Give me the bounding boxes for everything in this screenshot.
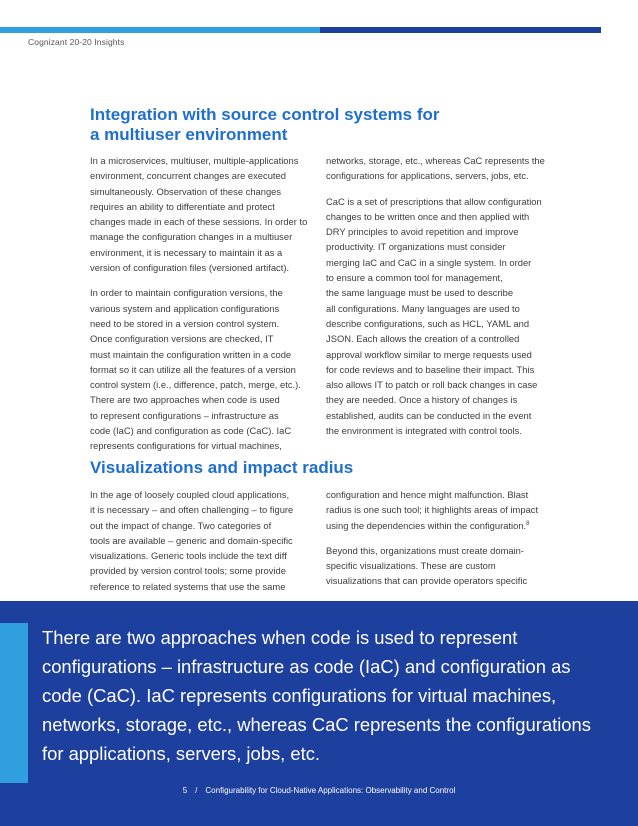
paragraph: In the age of loosely coupled cloud applications, it is necessary – and often challenging – to figure out the impact of change. Two categories of tools are available – generic and domain-specific visualizations. Generic tools include the text diff provided by version control tools; some provide reference to related systems that use the same (90, 489, 294, 592)
footer-separator: / (195, 786, 198, 795)
pull-quote-accent-bar (0, 623, 28, 783)
paragraph-with-footnote (326, 487, 550, 533)
paragraph: In order to maintain configuration versions, the various system and application configurations need to be stored in a version control system. Once configuration versions are checked, IT must maintain the configuration written in a code format so it can utilize all the features of a version control system (i.e., difference, patch, merge, etc.). There are two approaches when code is used to represent configurations – infrastructure as code (IaC) and configuration as code (CaC). IaC represents configurations for virtual machines, (90, 287, 301, 452)
paragraph: networks, storage, etc., whereas CaC represents the configurations for applications, servers, jobs, etc. (326, 155, 545, 182)
paragraph: In a microservices, multiuser, multiple-applications environment, concurrent changes are executed simultaneously. Observation of these changes requires an ability to differentiate and protect changes made in each of these sessions. In order to manage the configuration changes in a multiuser environment, it is necessary to maintain it as a version of configuration files (versioned artifact). (90, 155, 308, 274)
section2-left-column (90, 487, 315, 604)
pull-quote-text: There are two approaches when code is used to represent configurations – infrastructure as code (IaC) and configuration as code (CaC). IaC represents configurations for virtual machines, networks, storage, etc., whereas CaC represents the configurations for applications, servers, jobs, etc. (42, 627, 591, 764)
footnote-reference[interactable]: 8 (526, 520, 530, 527)
header-bar-dark-segment (320, 27, 601, 33)
page-number: 5 (182, 786, 188, 795)
section-heading-source-control: Integration with source control systems for a multiuser environment (90, 105, 440, 144)
header-bar-gap (601, 27, 638, 33)
header-color-bar (0, 27, 638, 33)
paragraph: Beyond this, organizations must create domain- specific visualizations. These are custom visualizations that can provide operators specific (326, 544, 528, 587)
pull-quote-band (0, 601, 638, 826)
footer-title: Configurability for Cloud-Native Applications: Observability and Control (205, 786, 456, 795)
section1-right-column (326, 153, 550, 448)
header-bar-light-segment (0, 27, 320, 33)
publication-label: Cognizant 20-20 Insights (28, 37, 125, 47)
section2-right-column (326, 487, 550, 599)
section1-left-column (90, 153, 315, 464)
paragraph: CaC is a set of prescriptions that allow configuration changes to be written once and then applied with DRY principles to avoid repetition and improve productivity. IT organizations must consider merging IaC and CaC in a single system. In order to ensure a common tool for management, the same language must be used to describe all configurations. Many languages are used to describe configurations, such as HCL, YAML and JSON. Each allows the creation of a controlled approval workflow similar to merge requests used for code reviews and to baseline their impact. This also allows IT to patch or roll back changes in case they are needed. Once a history of changes is established, audits can be conducted in the event the environment is integrated with control tools. (326, 195, 542, 437)
section-heading-visualizations: Visualizations and impact radius (90, 458, 354, 477)
paragraph-text: configuration and hence might malfunction. Blast radius is one such tool; it highlights areas of impact using the dependencies within the configuration. (326, 489, 539, 531)
page-footer (0, 786, 638, 795)
